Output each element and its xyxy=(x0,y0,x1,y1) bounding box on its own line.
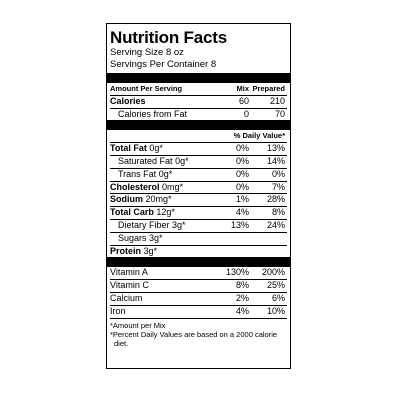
nutrient-prepared-dv: 7% xyxy=(271,181,285,192)
thick-divider xyxy=(107,73,290,83)
nutrient-row xyxy=(110,182,287,195)
nutrition-facts-label xyxy=(106,23,291,369)
nutrient-amount: 12g* xyxy=(156,207,175,218)
vitamin-row xyxy=(110,306,287,319)
amount-per-serving-label: Amount Per Serving xyxy=(110,84,183,93)
nutrient-row xyxy=(110,246,287,258)
nutrient-amount: 0g* xyxy=(175,155,189,166)
vitamin-prepared-dv: 6% xyxy=(271,292,285,303)
calories-from-fat-label: Calories from Fat xyxy=(118,108,188,119)
vitamin-label: Calcium xyxy=(110,292,143,303)
nutrient-amount: 3g* xyxy=(172,219,186,230)
nutrient-mix-dv: 1% xyxy=(235,194,249,205)
nutrient-label: Trans Fat xyxy=(118,168,157,179)
prepared-column-header: Prepared xyxy=(252,84,285,93)
nutrient-prepared-dv: 14% xyxy=(266,155,285,166)
nutrient-row xyxy=(110,220,287,233)
vitamin-label: Vitamin C xyxy=(110,280,149,291)
calories-from-fat-mix: 0 xyxy=(243,108,249,119)
nutrient-prepared-dv: 13% xyxy=(266,143,285,154)
nutrient-row xyxy=(110,156,287,169)
vitamin-prepared-dv: 200% xyxy=(261,267,285,278)
thick-divider xyxy=(107,120,290,130)
nutrient-mix-dv: 0% xyxy=(235,155,249,166)
nutrient-mix-dv: 0% xyxy=(235,168,249,179)
nutrient-prepared-dv: 24% xyxy=(266,219,285,230)
nutrient-amount: 3g* xyxy=(143,245,158,256)
nutrient-row xyxy=(110,143,287,156)
vitamin-prepared-dv: 10% xyxy=(266,305,285,316)
footnotes xyxy=(110,321,287,348)
nutrient-prepared-dv: 8% xyxy=(271,207,285,218)
daily-value-note: *Percent Daily Values are based on a 2000 calorie diet. xyxy=(110,329,278,348)
vitamin-mix-dv: 2% xyxy=(235,292,249,303)
nutrient-label: Total Carb xyxy=(110,207,154,218)
amount-per-mix-note: *Amount per Mix xyxy=(110,320,166,330)
calories-from-fat-row xyxy=(110,109,287,121)
nutrient-row xyxy=(110,169,287,182)
nutrient-label: Cholesterol xyxy=(110,181,160,192)
nutrient-prepared-dv: 28% xyxy=(266,194,285,205)
nutrient-amount: 20mg* xyxy=(145,194,172,205)
nutrient-amount: 0g* xyxy=(158,168,173,179)
calories-mix: 60 xyxy=(238,95,249,106)
vitamin-mix-dv: 130% xyxy=(225,267,249,278)
nutrient-amount: 0g* xyxy=(149,143,163,154)
nutrient-mix-dv: 13% xyxy=(230,219,249,230)
nutrient-row xyxy=(110,207,287,220)
vitamin-row xyxy=(110,267,287,280)
nutrient-prepared-dv: 0% xyxy=(271,168,285,179)
daily-value-header-row xyxy=(110,130,287,143)
label-title: Nutrition Facts xyxy=(110,28,227,47)
serving-size: Serving Size 8 oz xyxy=(110,47,184,58)
nutrient-mix-dv: 4% xyxy=(235,207,249,218)
nutrient-amount: 0mg* xyxy=(162,181,184,192)
nutrient-label: Saturated Fat xyxy=(118,155,173,166)
mix-column-header: Mix xyxy=(236,84,249,93)
calories-row xyxy=(110,96,287,109)
vitamin-prepared-dv: 25% xyxy=(266,280,285,291)
nutrient-mix-dv: 0% xyxy=(235,181,249,192)
vitamin-mix-dv: 4% xyxy=(235,305,249,316)
nutrient-label: Dietary Fiber xyxy=(118,219,170,230)
thick-divider xyxy=(107,257,290,267)
vitamin-label: Vitamin A xyxy=(110,267,148,278)
nutrient-label: Protein xyxy=(110,245,142,256)
vitamin-mix-dv: 8% xyxy=(235,280,249,291)
vitamin-row xyxy=(110,280,287,293)
nutrient-amount: 3g* xyxy=(149,232,163,243)
calories-label: Calories xyxy=(110,95,146,106)
vitamin-row xyxy=(110,293,287,306)
nutrient-label: Sugars xyxy=(118,232,147,243)
nutrient-mix-dv: 0% xyxy=(235,143,249,154)
daily-value-header: % Daily Value* xyxy=(233,131,285,141)
servings-per-container: Servings Per Container 8 xyxy=(110,59,217,70)
amount-header-row xyxy=(110,83,287,96)
vitamin-label: Iron xyxy=(110,305,126,316)
calories-prepared: 210 xyxy=(269,95,285,106)
nutrient-row xyxy=(110,233,287,246)
nutrient-row xyxy=(110,194,287,207)
nutrient-label: Sodium xyxy=(110,194,143,205)
nutrient-label: Total Fat xyxy=(110,143,147,154)
calories-from-fat-prepared: 70 xyxy=(274,108,285,119)
